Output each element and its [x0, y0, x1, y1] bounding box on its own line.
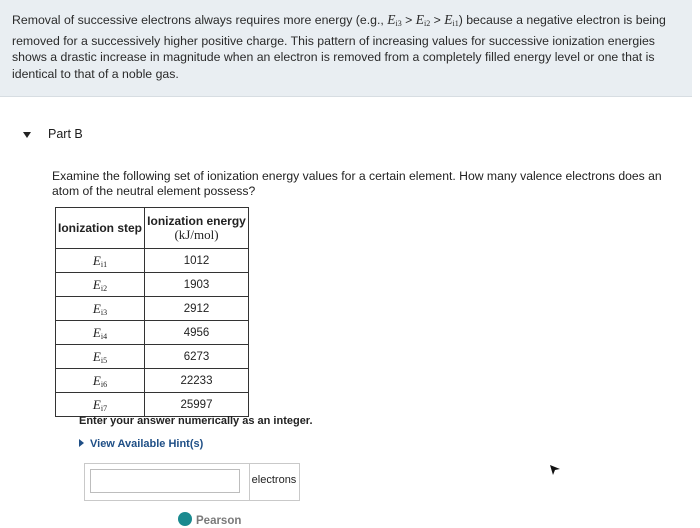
table-row [56, 297, 249, 321]
question-text: Examine the following set of ionization energy values for a certain element. How many valence electrons does an atom of the neutral element possess? [52, 169, 662, 198]
intro-text [12, 12, 684, 82]
gt-symbol: > [430, 13, 445, 27]
header-energy-label: Ionization energy [147, 214, 246, 228]
table-row [56, 273, 249, 297]
pearson-brand: Pearson [196, 515, 242, 527]
header-ionization-step: Ionization step [56, 208, 145, 249]
pearson-logo [178, 512, 241, 528]
ionization-energy-cell: 1903 [145, 273, 249, 297]
intro-panel [0, 0, 692, 97]
header-energy-unit: (kJ/mol) [174, 227, 219, 242]
math-e-i2: $E_{i2}$ [415, 12, 431, 28]
ionization-step-cell: $E_{i3}$ [56, 297, 145, 321]
table-row [56, 345, 249, 369]
ionization-step-cell: $E_{i4}$ [56, 321, 145, 345]
ionization-energy-cell: 6273 [145, 345, 249, 369]
ionization-energy-cell: 4956 [145, 321, 249, 345]
pearson-logo-icon [178, 512, 192, 526]
answer-instruction: Enter your answer numerically as an integer. [79, 415, 313, 427]
ionization-energy-cell: 22233 [145, 369, 249, 393]
intro-text-after: ) because a negative electron is being removed for a successively higher positive charge. This pattern of increasing values for successive ionization energies shows a drastic increase in magnitude when an electron is removed from a completely filled energy level or one that is identical to that of a noble gas. [12, 13, 666, 81]
view-hints-link[interactable] [79, 438, 203, 450]
ionization-step-cell: $E_{i2}$ [56, 273, 145, 297]
hint-label[interactable]: View Available Hint(s) [90, 438, 204, 450]
header-ionization-energy [145, 208, 249, 249]
ionization-step-cell: $E_{i6}$ [56, 369, 145, 393]
math-e-i3: $E_{i3}$ [387, 12, 402, 28]
ionization-energy-cell: 1012 [145, 249, 249, 273]
triangle-down-icon[interactable] [22, 130, 32, 140]
ionization-table [55, 207, 249, 417]
part-title[interactable]: Part B [48, 127, 83, 141]
table-row [56, 321, 249, 345]
ionization-step-cell: $E_{i7}$ [56, 393, 145, 417]
ionization-step-cell: $E_{i1}$ [56, 249, 145, 273]
table-header-row [56, 208, 249, 249]
table-row [56, 393, 249, 417]
mouse-pointer-icon [548, 463, 562, 477]
answer-box [84, 463, 250, 501]
gt-symbol: > [401, 13, 416, 27]
answer-unit-label: electrons [249, 463, 300, 501]
intro-text-before: Removal of successive electrons always requires more energy (e.g., [12, 13, 388, 27]
ionization-step-cell: $E_{i5}$ [56, 345, 145, 369]
triangle-right-icon [79, 439, 84, 447]
math-e-i1: $E_{i1}$ [444, 12, 459, 28]
ionization-energy-cell: 2912 [145, 297, 249, 321]
answer-input[interactable] [90, 469, 240, 493]
table-row [56, 249, 249, 273]
table-row [56, 369, 249, 393]
ionization-energy-cell: 25997 [145, 393, 249, 417]
